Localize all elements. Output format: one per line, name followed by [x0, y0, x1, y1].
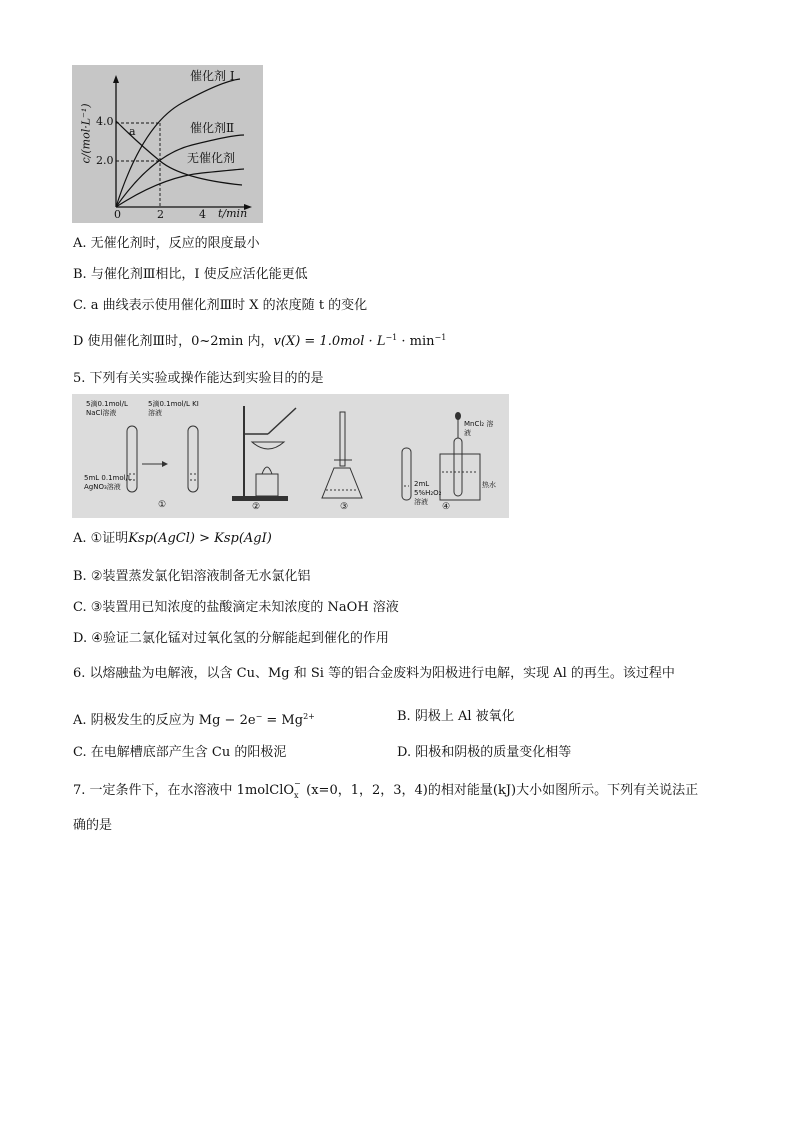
y-tick-4: 4.0 — [96, 115, 114, 128]
q4-option-d-text: D 使用催化剂Ⅲ时，0~2min 内， — [73, 334, 274, 349]
q7-stem-rest: (x=0，1，2，3，4)的相对能量(kJ)大小如图所示。下列有关说法正 — [302, 783, 699, 798]
q4-option-c: C. a 曲线表示使用催化剂Ⅲ时 X 的浓度随 t 的变化 — [73, 298, 368, 313]
tube3-label: 5mL 0.1mol/L AgNO₃溶液 — [84, 474, 132, 491]
tube2-label: 5滴0.1mol/L KI溶液 — [148, 400, 199, 417]
x-tick-0: 0 — [114, 208, 121, 221]
q6-option-b: B. 阴极上 Al 被氧化 — [397, 709, 515, 724]
q6-option-a-sup1: − — [255, 712, 263, 721]
tube1-label: 5滴0.1mol/L NaCl溶液 — [86, 400, 128, 417]
dropper-label: MnCl₂ 溶液 — [464, 420, 494, 437]
q6-option-c: C. 在电解槽底部产生含 Cu 的阳极泥 — [73, 745, 287, 760]
q6-option-a — [73, 709, 315, 729]
curve-label-catalyst-1: 催化剂 I — [190, 69, 235, 83]
q7-stem-line2: 确的是 — [73, 818, 113, 833]
q5-option-a-text: A. ①证明 — [73, 531, 129, 546]
h2o2-label: 2mL 5%H₂O₂ 溶液 — [414, 480, 442, 506]
q4-option-b: B. 与催化剂Ⅲ相比，I 使反应活化能更低 — [73, 267, 308, 282]
q5-stem: 5. 下列有关实验或操作能达到实验目的的是 — [73, 371, 324, 386]
q4-option-d-mid: · min — [397, 334, 435, 349]
concentration-time-graph — [72, 65, 263, 223]
experiment-apparatus-figure — [72, 394, 509, 518]
y-axis-label: c/(mol·L⁻¹) — [79, 103, 93, 164]
q4-option-d-formula: v(X) = 1.0mol · L — [273, 334, 386, 349]
curve-a-label: a — [129, 125, 136, 138]
concentration-time-figure — [72, 65, 263, 223]
q6-stem: 6. 以熔融盐为电解液，以含 Cu、Mg 和 Si 等的铝合金废料为阳极进行电解，实现 Al 的再生。该过程中 — [73, 666, 675, 681]
q6-option-a-text: A. 阴极发生的反应为 — [73, 713, 199, 728]
q6-option-a-mid: = Mg — [262, 713, 304, 728]
q7-stem-sup: − — [294, 779, 301, 788]
apparatus-number-4: ④ — [442, 502, 451, 512]
q6-option-a-formula: Mg − 2e — [198, 713, 256, 728]
curve-label-catalyst-2: 催化剂Ⅱ — [190, 121, 235, 135]
q4-option-d — [73, 330, 446, 350]
q7-stem-text: 7. 一定条件下，在水溶液中 1molClO — [73, 783, 295, 798]
q7-stem-sub: x — [294, 791, 299, 800]
x-tick-4: 4 — [199, 208, 206, 221]
apparatus-number-1: ① — [158, 500, 167, 510]
curve-label-no-catalyst: 无催化剂 — [187, 151, 236, 165]
apparatus-number-2: ② — [252, 502, 261, 512]
q5-option-a-formula: Ksp(AgCl) > Ksp(AgI) — [128, 531, 272, 546]
q7-stem-line1 — [73, 779, 699, 800]
q4-option-a: A. 无催化剂时，反应的限度最小 — [73, 236, 260, 251]
q4-option-d-sup2: −1 — [434, 333, 447, 342]
x-axis-label: t/min — [218, 207, 248, 220]
q4-option-d-sup1: −1 — [385, 333, 398, 342]
q5-option-c: C. ③装置用已知浓度的盐酸滴定未知浓度的 NaOH 溶液 — [73, 600, 399, 615]
y-tick-2: 2.0 — [96, 154, 114, 167]
q5-option-d: D. ④验证二氯化锰对过氧化氢的分解能起到催化的作用 — [73, 631, 389, 646]
water-label: 热水 — [482, 481, 496, 489]
q5-option-b: B. ②装置蒸发氯化铝溶液制备无水氯化铝 — [73, 569, 311, 584]
q6-option-d: D. 阳极和阴极的质量变化相等 — [397, 745, 572, 760]
x-tick-2: 2 — [157, 208, 164, 221]
q6-option-a-sup2: 2+ — [303, 712, 315, 721]
apparatus-number-3: ③ — [340, 502, 349, 512]
q5-option-a — [73, 531, 272, 547]
